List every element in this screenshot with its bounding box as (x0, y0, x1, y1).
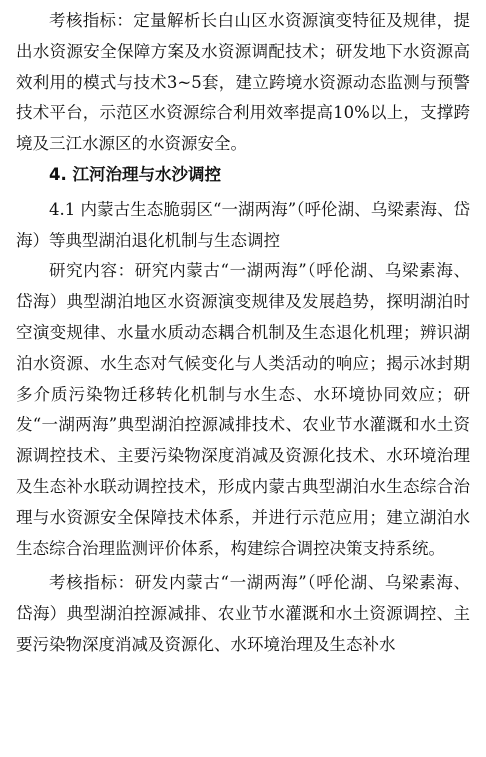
paragraph-assessment-indicators-1: 考核指标：定量解析长白山区水资源演变特征及规律，提出水资源安全保障方案及水资源调配技术；研发地下水资源高效利用的模式与技术3~5套，建立跨境水资源动态监测与预警技术平台，示范区水资源综合利用效率提高10%以上，支撑跨境及三江水源区的水资源安全。 (16, 11, 470, 154)
section-heading-river-governance: 4. 江河治理与水沙调控 (49, 164, 221, 184)
paragraph-research-content: 研究内容：研究内蒙古“一湖两海”（呼伦湖、乌梁素海、岱海）典型湖泊地区水资源演变规律及发展趋势，探明湖泊时空演变规律、水量水质动态耦合机制及生态退化机理；辨识湖泊水资源、水生态对气候变化与人类活动的响应；揭示冰封期多介质污染物迁移转化机制与水生态、水环境协同效应；研发“一湖两海”典型湖泊控源减排技术、农业节水灌溉和水土资源调控技术、主要污染物深度消减及资源化技术、水环境治理及生态补水联动调控技术，形成内蒙古典型湖泊水生态综合治理与水资源安全保障技术体系，并进行示范应用；建立湖泊水生态综合治理监测评价体系，构建综合调控决策支持系统。 (16, 261, 470, 558)
paragraph-assessment-indicators-2: 考核指标：研发内蒙古“一湖两海”（呼伦湖、乌梁素海、岱海）典型湖泊控源减排、农业节水灌溉和水土资源调控、主要污染物深度消减及资源化、水环境治理及生态补水 (16, 573, 470, 654)
subsection-title-4-1: 4.1 内蒙古生态脆弱区“一湖两海”（呼伦湖、乌梁素海、岱海）等典型湖泊退化机制与生态调控 (16, 199, 470, 250)
